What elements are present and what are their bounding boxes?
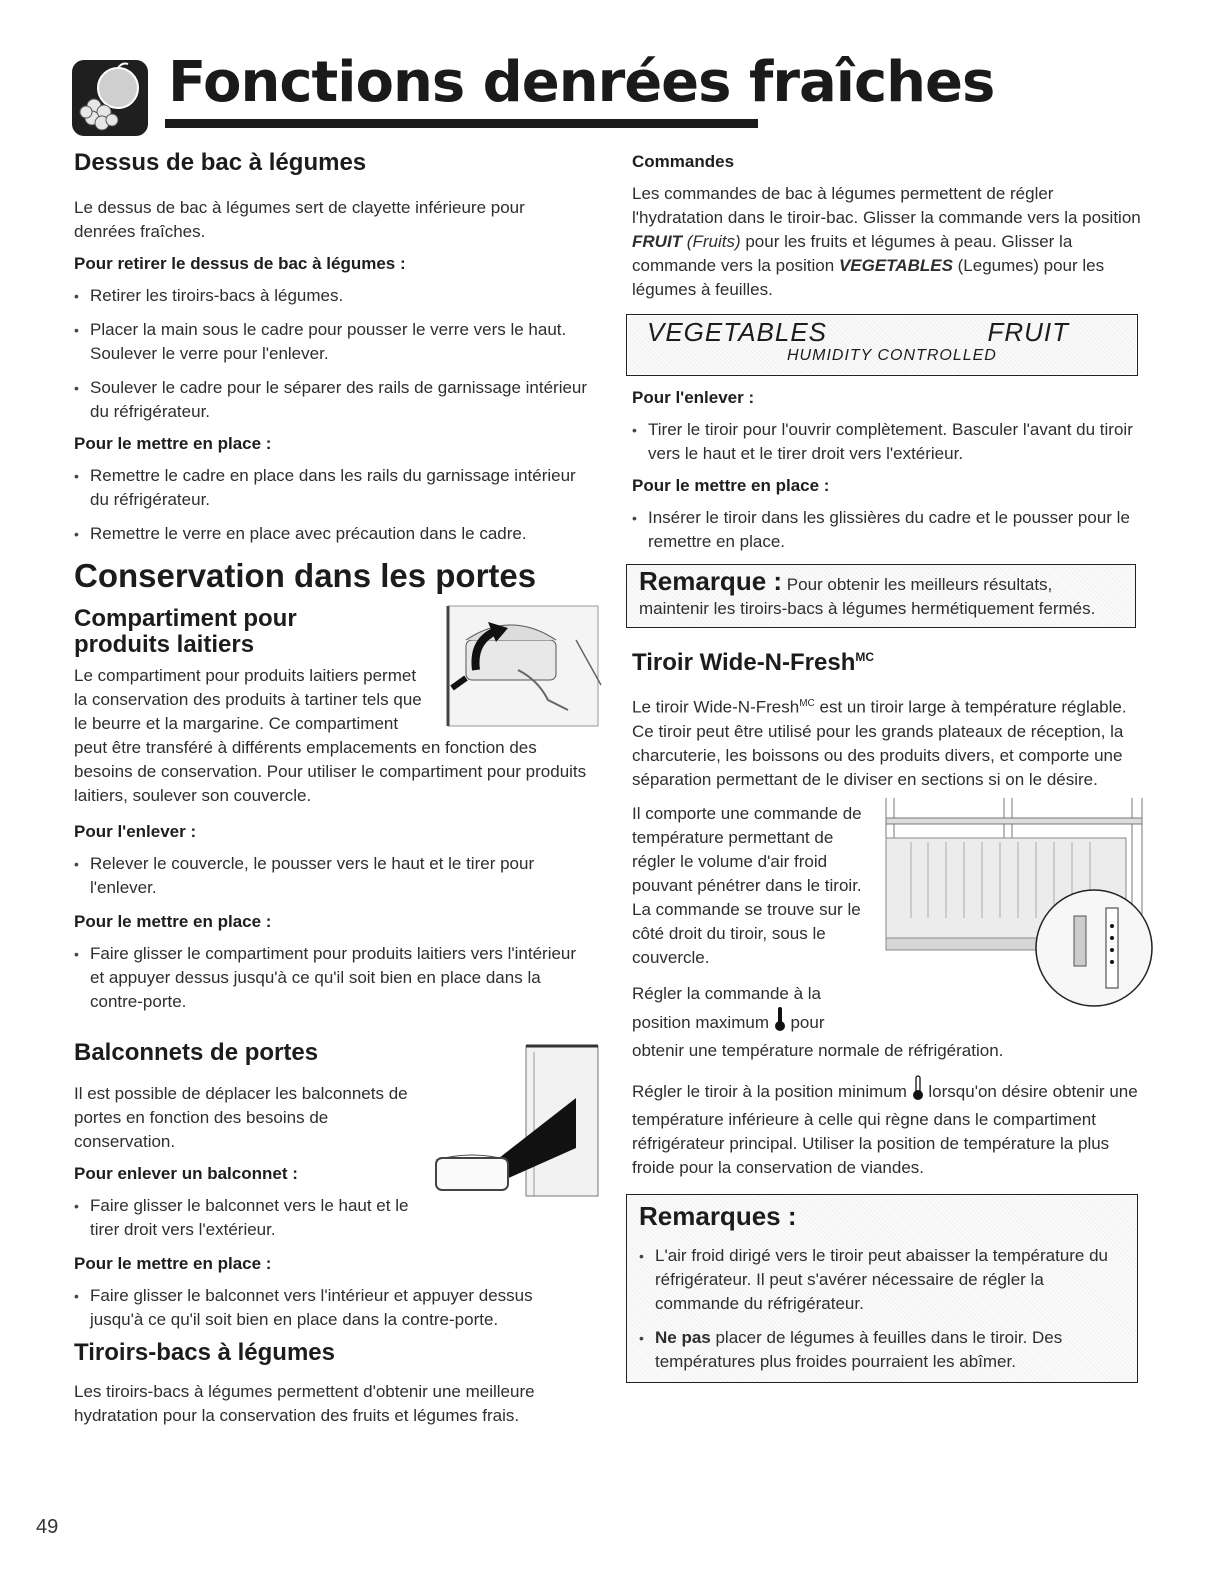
trademark-sup: MC: [799, 698, 815, 709]
door-bin-illustration: [426, 1038, 606, 1203]
heading-line: Compartiment pour: [74, 605, 297, 632]
bullet-list: [632, 418, 1144, 466]
temperature-control-illustration: [866, 798, 1156, 1028]
fruit-translation: (Fruits): [686, 232, 741, 251]
fruit-vegetable-icon: [72, 60, 148, 136]
text-run: pour les fruits et légumes à peau. Glisser la commande vers la position: [632, 232, 1073, 275]
section-heading: Tiroirs-bacs à légumes: [74, 1339, 335, 1366]
emphasis: Ne pas: [655, 1327, 711, 1347]
list-item: • Insérer le tiroir dans les glissières du cadre et le pousser pour le remettre en place.: [632, 506, 1144, 554]
subheading: Pour le mettre en place :: [74, 434, 272, 453]
paragraph: [632, 182, 1144, 302]
list-item: • Remettre le cadre en place dans les rails du garnissage intérieur du réfrigérateur.: [74, 464, 590, 512]
title-underline: [165, 119, 758, 128]
bullet-list: [74, 284, 590, 424]
notes-heading: Remarques :: [639, 1200, 797, 1231]
humidity-control-panel: [626, 314, 1138, 376]
humidity-controlled-label: HUMIDITY CONTROLLED: [787, 347, 997, 364]
paragraph: [632, 1075, 1144, 1180]
paragraph: [632, 692, 1144, 792]
left-column: [74, 142, 590, 1428]
section-heading: Balconnets de portes: [74, 1039, 319, 1066]
list-item: [639, 1326, 1125, 1374]
subheading: Pour l'enlever :: [74, 822, 197, 841]
text-run: lorsqu'on désire obtenir une température inférieure à celle qui règne dans le compartiment réfrigérateur principal. Utiliser la position de température la plus froide pour la conservation de viandes.: [632, 1081, 1138, 1177]
list-item: • Remettre le verre en place avec précaution dans le cadre.: [74, 522, 590, 546]
section-crisper-cover: [74, 148, 590, 546]
list-item: • Faire glisser le balconnet vers le haut et le tirer droit vers l'extérieur.: [74, 1194, 590, 1242]
text-run: pour obtenir une température normale de réfrigération.: [632, 1012, 1004, 1060]
dairy-compartment-illustration: [426, 600, 606, 730]
text-run: (Legumes) pour les légumes à feuilles.: [632, 256, 1105, 299]
text-run: Les commandes de bac à légumes permettent de régler l'hydratation dans le tiroir-bac. Glisser la commande vers la position: [632, 184, 1141, 227]
section-door-bins: [74, 1038, 590, 1342]
notes-box: [626, 1194, 1138, 1383]
paragraph: Il est possible de déplacer les balconnets de portes en fonction des besoins de conservation.: [74, 1084, 408, 1151]
subheading: Pour enlever un balconnet :: [74, 1164, 298, 1183]
bullet-list: [74, 1194, 590, 1242]
section-dairy: [74, 606, 590, 1024]
thermometer-icon: [774, 1006, 786, 1039]
section-wide-n-fresh: [632, 642, 1144, 1383]
list-item: • Faire glisser le compartiment pour produits laitiers vers l'intérieur et appuyer dessus jusqu'à ce qu'il soit bien en place dans la contre-porte.: [74, 942, 590, 1014]
section-crispers: [74, 1338, 590, 1428]
list-item: • L'air froid dirigé vers le tiroir peut abaisser la température du réfrigérateur. Il peut s'avérer nécessaire de régler la commande du réfrigérateur.: [639, 1244, 1125, 1316]
control-description: [632, 802, 1144, 1063]
section-heading: Dessus de bac à légumes: [74, 149, 367, 176]
vegetables-setting-label: VEGETABLES: [647, 317, 828, 347]
bullet-list: [639, 1244, 1125, 1374]
subheading: Pour le mettre en place :: [632, 476, 830, 495]
list-item: • Relever le couvercle, le pousser vers le haut et le tirer pour l'enlever.: [74, 852, 590, 900]
thermometer-icon: [912, 1075, 924, 1108]
vegetables-term: VEGETABLES: [838, 256, 953, 275]
subheading: Pour le mettre en place :: [74, 912, 272, 931]
bullet-list: [74, 1284, 590, 1332]
heading-text: Tiroir Wide-N-Fresh: [632, 649, 856, 676]
bullet-list: [632, 506, 1144, 554]
note-label: Remarque :: [639, 566, 783, 596]
subheading: Pour retirer le dessus de bac à légumes :: [74, 254, 406, 273]
page-title: Fonctions denrées fraîches: [168, 50, 995, 115]
note-text: [639, 566, 1125, 621]
paragraph: Le dessus de bac à légumes sert de clayette inférieure pour denrées fraîches.: [74, 198, 525, 241]
heading-line: produits laitiers: [74, 631, 255, 658]
list-item: • Placer la main sous le cadre pour pousser le verre vers le haut. Soulever le verre pour l'enlever.: [74, 318, 590, 366]
text-run: placer de légumes à feuilles dans le tiroir. Des températures plus froides pourraient les abîmer.: [655, 1327, 1063, 1371]
bullet-list: [74, 942, 590, 1014]
bullet-list: [74, 464, 590, 546]
list-item: • Tirer le tiroir pour l'ouvrir complètement. Basculer l'avant du tiroir vers le haut et le tirer droit vers l'extérieur.: [632, 418, 1144, 466]
fruit-term: FRUIT: [632, 232, 683, 251]
text-run: Le tiroir Wide-N-Fresh: [632, 697, 800, 717]
paragraph: Il comporte une commande de température permettant de régler le volume d'air froid pouvant pénétrer dans le tiroir. La commande se trouve sur le côté droit du tiroir, sous le couvercle.: [632, 803, 862, 967]
list-item: • Faire glisser le balconnet vers l'intérieur et appuyer dessus jusqu'à ce qu'il soit bien en place dans la contre-porte.: [74, 1284, 590, 1332]
note-text-rest: maintenir les tiroirs-bacs à légumes hermétiquement fermés.: [639, 599, 1096, 618]
note-box: [626, 564, 1136, 628]
section-controls: [632, 150, 1144, 628]
paragraph: Les tiroirs-bacs à légumes permettent d'obtenir une meilleure hydratation pour la conservation des fruits et légumes frais.: [74, 1382, 535, 1425]
subheading: Pour le mettre en place :: [74, 1254, 272, 1273]
list-item: • Soulever le cadre pour le séparer des rails de garnissage intérieur du réfrigérateur.: [74, 376, 590, 424]
text-run: Régler le tiroir à la position minimum: [632, 1081, 907, 1101]
right-column: [632, 142, 1144, 1383]
section-heading-major: Conservation dans les portes: [74, 557, 537, 594]
note-text-inline: Pour obtenir les meilleurs résultats,: [782, 575, 1053, 594]
bullet-list: [74, 852, 590, 900]
trademark-sup: MC: [855, 650, 875, 664]
fruit-setting-label: FRUIT: [987, 317, 1069, 347]
text-run: est un tiroir large à température réglable. Ce tiroir peut être utilisé pour les grands plateaux de réception, la charcuterie, les boissons ou des produits divers, et comporte une séparation permettant de le diviser en sections si on le désire.: [632, 697, 1127, 789]
page-number: 49: [36, 1516, 59, 1538]
paragraph: Le compartiment pour produits laitiers permet la conservation des produits à tartiner tels que le beurre et la margarine. Ce compartiment peut être transféré à différents emplacements en fonction des besoins de conservation. Pour utiliser le compartiment pour produits laitiers, soulever son couvercle.: [74, 666, 587, 805]
section-heading: [632, 642, 1144, 678]
list-item: • Retirer les tiroirs-bacs à légumes.: [74, 284, 590, 308]
text-run: Régler la commande à la position maximum: [632, 983, 821, 1032]
subheading: Commandes: [632, 152, 735, 171]
subheading: Pour l'enlever :: [632, 388, 755, 407]
